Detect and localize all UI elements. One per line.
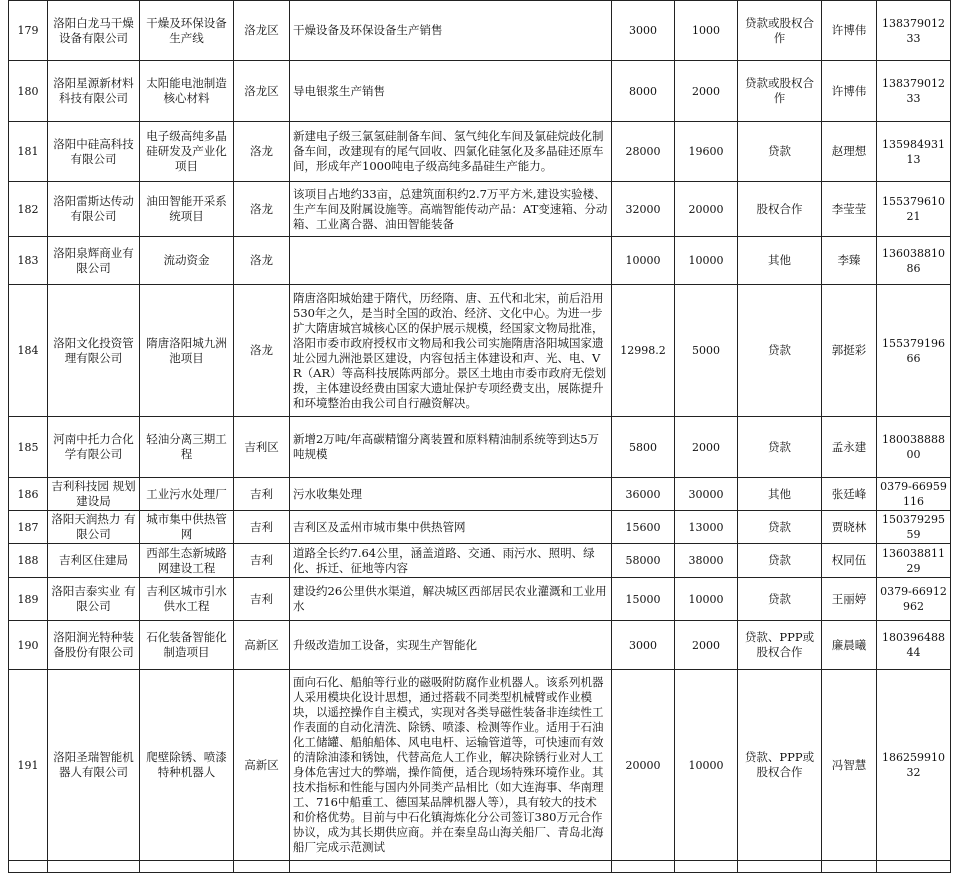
contact-phone: 18625991032 — [877, 670, 951, 861]
contact-person: 权同伍 — [822, 544, 877, 578]
company-name: 洛阳圣瑞智能机器人有限公司 — [48, 670, 140, 861]
row-number: 187 — [9, 511, 48, 544]
contact-person: 李臻 — [822, 237, 877, 285]
project-name: 西部生态新城路网建设工程 — [140, 544, 234, 578]
company-name: 吉利区住建局 — [48, 544, 140, 578]
company-name: 洛阳白龙马干燥设备有限公司 — [48, 1, 140, 61]
row-number: 191 — [9, 670, 48, 861]
financing-amount: 20000 — [675, 182, 738, 237]
project-content: 干燥设备及环保设备生产销售 — [290, 1, 612, 61]
cooperation-method: 其他 — [738, 237, 822, 285]
project-name: 油田智能开采系统项目 — [140, 182, 234, 237]
contact-person: 许博伟 — [822, 61, 877, 122]
contact-phone: 0379-66912962 — [877, 578, 951, 621]
district: 洛龙区 — [234, 1, 290, 61]
project-name: 太阳能电池制造核心材料 — [140, 61, 234, 122]
project-content — [290, 237, 612, 285]
row-number: 186 — [9, 478, 48, 511]
table-row — [9, 478, 951, 511]
contact-person: 赵理想 — [822, 122, 877, 182]
financing-amount: 2000 — [675, 621, 738, 670]
district: 吉利 — [234, 578, 290, 621]
table-row — [9, 544, 951, 578]
financing-amount: 5000 — [675, 285, 738, 417]
row-number: 189 — [9, 578, 48, 621]
district: 洛龙 — [234, 237, 290, 285]
project-name: 工业污水处理厂 — [140, 478, 234, 511]
project-table — [8, 0, 951, 873]
table-row — [9, 237, 951, 285]
company-name: 洛阳雷斯达传动有限公司 — [48, 182, 140, 237]
financing-amount: 2000 — [675, 417, 738, 478]
table-row — [9, 511, 951, 544]
project-name: 电子级高纯多晶硅研发及产业化项目 — [140, 122, 234, 182]
financing-amount: 13000 — [675, 511, 738, 544]
company-name: 洛阳星源新材料科技有限公司 — [48, 61, 140, 122]
contact-phone: 15037929559 — [877, 511, 951, 544]
project-name: 干燥及环保设备生产线 — [140, 1, 234, 61]
contact-phone: 13603881129 — [877, 544, 951, 578]
project-name: 石化装备智能化制造项目 — [140, 621, 234, 670]
company-name: 洛阳中硅高科技有限公司 — [48, 122, 140, 182]
row-number: 190 — [9, 621, 48, 670]
financing-amount: 19600 — [675, 122, 738, 182]
financing-amount: 10000 — [675, 237, 738, 285]
row-number: 181 — [9, 122, 48, 182]
cooperation-method: 其他 — [738, 478, 822, 511]
contact-phone: 13837901233 — [877, 1, 951, 61]
project-content: 导电银浆生产销售 — [290, 61, 612, 122]
row-number: 179 — [9, 1, 48, 61]
total-investment: 20000 — [612, 670, 675, 861]
contact-phone: 15537919666 — [877, 285, 951, 417]
cooperation-method: 贷款或股权合作 — [738, 61, 822, 122]
total-investment: 15000 — [612, 578, 675, 621]
contact-person: 贾晓林 — [822, 511, 877, 544]
table-row — [9, 578, 951, 621]
row-number: 188 — [9, 544, 48, 578]
project-name: 流动资金 — [140, 237, 234, 285]
table-row — [9, 621, 951, 670]
company-name: 洛阳泉辉商业有限公司 — [48, 237, 140, 285]
total-investment: 15600 — [612, 511, 675, 544]
cooperation-method: 贷款 — [738, 417, 822, 478]
table-row — [9, 285, 951, 417]
total-investment: 36000 — [612, 478, 675, 511]
contact-phone: 13603881086 — [877, 237, 951, 285]
row-number: 182 — [9, 182, 48, 237]
row-number: 180 — [9, 61, 48, 122]
financing-amount: 38000 — [675, 544, 738, 578]
financing-amount: 10000 — [675, 670, 738, 861]
contact-phone: 13837901233 — [877, 61, 951, 122]
project-content: 污水收集处理 — [290, 478, 612, 511]
district: 吉利 — [234, 511, 290, 544]
project-content: 吉利区及孟州市城市集中供热管网 — [290, 511, 612, 544]
project-name: 轻油分离三期工程 — [140, 417, 234, 478]
project-name: 城市集中供热管网 — [140, 511, 234, 544]
district: 洛龙 — [234, 122, 290, 182]
cooperation-method: 贷款、PPP或股权合作 — [738, 670, 822, 861]
contact-phone: 18039648844 — [877, 621, 951, 670]
table-row — [9, 122, 951, 182]
project-content: 新建电子级三氯氢硅制备车间、氢气纯化车间及氯硅烷歧化制备车间，改建现有的尾气回收、四氯化硅氢化及多晶硅还原车间，形成年产1000吨电子级高纯多晶硅生产能力。 — [290, 122, 612, 182]
contact-phone: 18003888800 — [877, 417, 951, 478]
district: 高新区 — [234, 670, 290, 861]
district: 吉利 — [234, 544, 290, 578]
company-name: 洛阳天润热力 有限公司 — [48, 511, 140, 544]
company-name: 洛阳文化投资管理有限公司 — [48, 285, 140, 417]
table-row — [9, 417, 951, 478]
financing-amount: 2000 — [675, 61, 738, 122]
row-number: 185 — [9, 417, 48, 478]
contact-person: 王丽婷 — [822, 578, 877, 621]
project-content: 新增2万吨/年高碳精馏分离装置和原料精油制系统等到达5万吨规模 — [290, 417, 612, 478]
cooperation-method: 股权合作 — [738, 182, 822, 237]
project-content: 升级改造加工设备，实现生产智能化 — [290, 621, 612, 670]
total-investment: 32000 — [612, 182, 675, 237]
project-content: 隋唐洛阳城始建于隋代，历经隋、唐、五代和北宋，前后沿用530年之久，是当时全国的政治、经济、文化中心。为进一步扩大隋唐城宫城核心区的保护展示规模，经国家文物局批准，洛阳市委市政府授权市文物局和我公司实施隋唐洛阳城国家遗址公园九洲池景区建设，内容包括主体建设和声、光、电、VR（AR）等高科技展陈两部分。景区土地由市委市政府无偿划拨，主体建设经费由国家大遗址保护专项经费支出，展陈提升和环境整治由我公司自行融资解决。 — [290, 285, 612, 417]
total-investment: 10000 — [612, 237, 675, 285]
project-name: 吉利区城市引水供水工程 — [140, 578, 234, 621]
cooperation-method: 贷款 — [738, 122, 822, 182]
district: 洛龙区 — [234, 61, 290, 122]
total-investment: 5800 — [612, 417, 675, 478]
contact-person: 许博伟 — [822, 1, 877, 61]
project-content: 道路全长约7.64公里，涵盖道路、交通、雨污水、照明、绿化、拆迁、征地等内容 — [290, 544, 612, 578]
contact-person: 郭挺彩 — [822, 285, 877, 417]
district: 洛龙 — [234, 182, 290, 237]
table-row — [9, 182, 951, 237]
district: 高新区 — [234, 621, 290, 670]
company-name: 河南中托力合化学有限公司 — [48, 417, 140, 478]
cooperation-method: 贷款、PPP或股权合作 — [738, 621, 822, 670]
project-content: 该项目占地约33亩，总建筑面积约2.7万平方米,建设实验楼、生产车间及附属设施等。高端智能传动产品：AT变速箱、分动箱、工业离合器、油田智能装备 — [290, 182, 612, 237]
table-row — [9, 1, 951, 61]
district: 洛龙 — [234, 285, 290, 417]
cooperation-method: 贷款 — [738, 544, 822, 578]
contact-person: 孟永建 — [822, 417, 877, 478]
contact-phone: 15537961021 — [877, 182, 951, 237]
total-investment: 3000 — [612, 1, 675, 61]
row-number: 184 — [9, 285, 48, 417]
contact-person: 张廷峰 — [822, 478, 877, 511]
financing-amount: 10000 — [675, 578, 738, 621]
company-name: 洛阳吉泰实业 有限公司 — [48, 578, 140, 621]
project-content: 面向石化、船舶等行业的磁吸附防腐作业机器人。该系列机器人采用模块化设计思想，通过搭载不同类型机械臂或作业模块，以遥控操作自主模式，实现对各类导磁性装备非连续性工作表面的自动化清洗、除锈、喷漆、检测等作业。适用于石油化工储罐、船舶船体、风电电杆、运输管道等，可快速而有效的清除油漆和锈蚀，代替高危人工作业，解决除锈行业对人工身体危害过大的弊端，操作简便，适合现场特殊环境作业。其技术指标和性能与国内外同类产品相比（如大连海事、华南理工、716中船重工、德国某品牌机器人等），具有较大的技术和价格优势。目前与中石化镇海炼化分公司签订380万元合作协议，成为其长期供应商。并在秦皇岛山海关船厂、青岛北海船厂完成示范测试 — [290, 670, 612, 861]
cooperation-method: 贷款 — [738, 511, 822, 544]
table-row-cut — [9, 861, 951, 873]
project-name: 隋唐洛阳城九洲池项目 — [140, 285, 234, 417]
total-investment: 8000 — [612, 61, 675, 122]
contact-phone: 13598493113 — [877, 122, 951, 182]
cooperation-method: 贷款 — [738, 285, 822, 417]
project-name: 爬壁除锈、喷漆特种机器人 — [140, 670, 234, 861]
district: 吉利 — [234, 478, 290, 511]
company-name: 吉利科技园 规划建设局 — [48, 478, 140, 511]
table-row — [9, 670, 951, 861]
table-body — [9, 1, 951, 861]
total-investment: 58000 — [612, 544, 675, 578]
financing-amount: 1000 — [675, 1, 738, 61]
district: 吉利区 — [234, 417, 290, 478]
total-investment: 28000 — [612, 122, 675, 182]
contact-phone: 0379-66959116 — [877, 478, 951, 511]
contact-person: 李莹莹 — [822, 182, 877, 237]
project-content: 建设约26公里供水渠道，解决城区西部居民农业灌溉和工业用水 — [290, 578, 612, 621]
cooperation-method: 贷款或股权合作 — [738, 1, 822, 61]
table-row — [9, 61, 951, 122]
financing-amount: 30000 — [675, 478, 738, 511]
cooperation-method: 贷款 — [738, 578, 822, 621]
contact-person: 廉晨曦 — [822, 621, 877, 670]
total-investment: 12998.2 — [612, 285, 675, 417]
row-number: 183 — [9, 237, 48, 285]
company-name: 洛阳涧光特种装备股份有限公司 — [48, 621, 140, 670]
contact-person: 冯智慧 — [822, 670, 877, 861]
total-investment: 3000 — [612, 621, 675, 670]
